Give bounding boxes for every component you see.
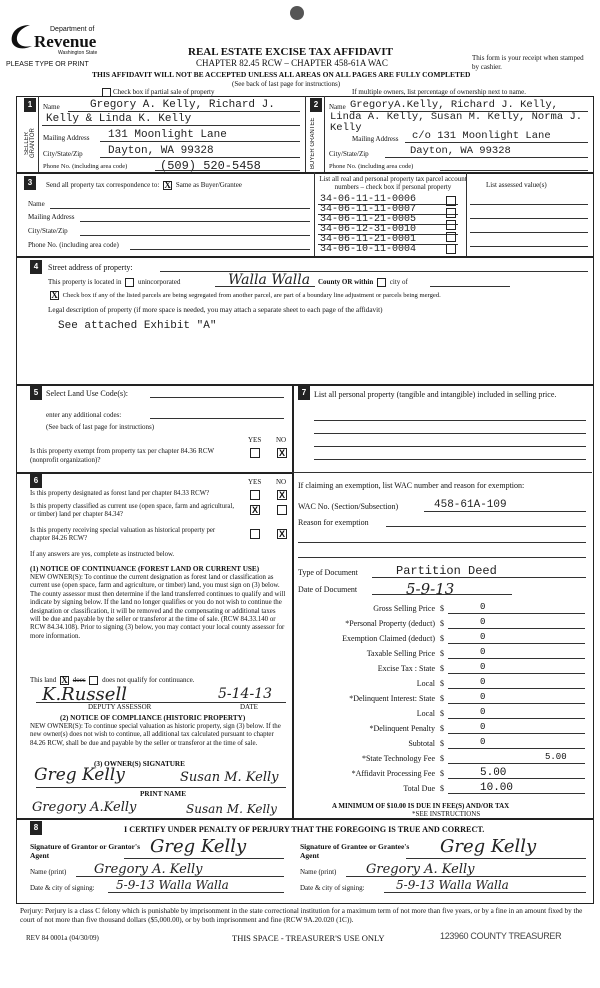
buyer-name-3: Kelly xyxy=(330,122,362,134)
s5-see-back: (See back of last page for instructions) xyxy=(46,423,155,431)
same-as-label: Same as Buyer/Grantee xyxy=(175,181,242,190)
buyer-name-1: GregoryA.Kelly, Richard J. Kelly, xyxy=(350,99,558,111)
section-7-number: 7 xyxy=(298,386,310,400)
assessor-signature: K.Russell xyxy=(42,684,127,705)
treasurer-space: THIS SPACE - TREASURER'S USE ONLY xyxy=(232,933,385,943)
fee-value: 0 xyxy=(480,632,486,642)
assessor-date: 5-14-13 xyxy=(218,686,272,702)
seller-side-label: SELLER GRANTOR xyxy=(24,128,36,158)
grantor-name: Gregory A. Kelly xyxy=(94,862,203,877)
fee-row: Subtotal $ 0 xyxy=(300,739,590,753)
multiple-owners: If multiple owners, list percentage of ownership next to name. xyxy=(352,88,526,96)
does-checkbox[interactable]: X xyxy=(61,675,68,685)
form-title: REAL ESTATE EXCISE TAX AFFIDAVIT xyxy=(188,46,393,58)
segregated-line xyxy=(48,291,441,300)
seller-addr-label: Mailing Address xyxy=(43,134,90,142)
parcel-header: List all real and personal property tax parcel account numbers – check box if personal property xyxy=(319,175,467,191)
s6-no: NO xyxy=(276,478,287,486)
buyer-city-label: City/State/Zip xyxy=(329,150,369,158)
county-value: Walla Walla xyxy=(228,272,311,288)
q2-yes-checkbox[interactable]: X xyxy=(251,505,258,515)
doc-type-value: Partition Deed xyxy=(396,564,497,578)
owner-sig-label: (3) OWNER(S) SIGNATURE xyxy=(94,760,185,768)
dept-line1: Department of xyxy=(50,26,95,33)
grantor-date: 5-9-13 Walla Walla xyxy=(116,878,229,892)
owner-signature-2: Susan M. Kelly xyxy=(180,770,279,785)
exempt-no-checkbox[interactable]: X xyxy=(278,448,285,458)
unincorporated-label: unincorporated xyxy=(137,278,181,287)
fee-label: Local xyxy=(416,709,435,718)
partial-sale-label: Check box if partial sale of property xyxy=(113,88,215,97)
receipt-note: This form is your receipt when stamped by cashier. xyxy=(472,54,584,71)
fee-row: Total Due $ 10.00 xyxy=(300,784,590,798)
s3-name-label: Name xyxy=(28,200,45,208)
certify-line: I CERTIFY UNDER PENALTY OF PERJURY THAT THE FOREGOING IS TRUE AND CORRECT. xyxy=(124,825,485,834)
fee-value: 10.00 xyxy=(480,782,514,794)
notice1-body: NEW OWNER(S): To continue the current designation as forest land or classification as current use (open space, farm and agriculture, or timber) land, you must sign on (3) below. The county assessor must then determine if the land transferred continues to qualify and will indicate by signing below. If the land no longer qualifies or you do not wish to continue the designation or classification, it will be removed and the compensating or additional taxes will be due and payable by the seller or transferor at the time of sale. (RCW 84.33.140 or RCW 84.34.108). Prior to signing (3) below, you may contact your local county assessor for more information. xyxy=(30,574,286,640)
seller-phone: (509) 520-5458 xyxy=(160,159,261,173)
buyer-city: Dayton, WA 99328 xyxy=(410,145,511,157)
q3-yes-checkbox[interactable] xyxy=(250,529,260,539)
section-4-number: 4 xyxy=(30,260,42,274)
does-not-label: does not xyxy=(102,676,126,685)
claiming-label: If claiming an exemption, list WAC number and reason for exemption: xyxy=(298,481,525,490)
personal-property-checkbox[interactable] xyxy=(446,196,456,206)
dept-line3: Washington State xyxy=(58,50,98,56)
fee-row: *Delinquent Penalty $ 0 xyxy=(300,724,590,738)
fee-value: 0 xyxy=(480,602,486,612)
exempt-yes-checkbox[interactable] xyxy=(250,448,260,458)
grantor-date-label: Date & city of signing: xyxy=(30,884,95,892)
s5-no: NO xyxy=(276,436,287,444)
please-type: PLEASE TYPE OR PRINT xyxy=(6,61,89,68)
buyer-phone-label: Phone No. (including area code) xyxy=(329,163,414,170)
personal-property-checkbox[interactable] xyxy=(446,220,456,230)
personal-property-checkbox[interactable] xyxy=(446,208,456,218)
personal-property-checkbox[interactable] xyxy=(446,232,456,242)
see-instructions: *SEE INSTRUCTIONS xyxy=(412,810,481,818)
s3-phone-label: Phone No. (including area code) xyxy=(28,241,119,249)
fee-row: Taxable Selling Price $ 0 xyxy=(300,649,590,663)
fee-label: *Delinquent Penalty xyxy=(369,724,435,733)
parcel-number: 34-06-11-11-0006 xyxy=(320,194,417,205)
parcel-number: 34-06-11-21-0001 xyxy=(320,234,417,245)
notice2-title: (2) NOTICE OF COMPLIANCE (HISTORIC PROPERTY) xyxy=(60,714,246,722)
fee-value: 0 xyxy=(480,737,486,747)
q1-yes-checkbox[interactable] xyxy=(250,490,260,500)
fee-row: Excise Tax : State $ 0 xyxy=(300,664,590,678)
date-label: DATE xyxy=(240,703,258,711)
fee-label: Local xyxy=(416,679,435,688)
buyer-name-label: Name xyxy=(329,103,346,111)
rev-number: REV 84 0001a (04/30/09) xyxy=(26,934,99,942)
seller-name-2: Kelly & Linda K. Kelly xyxy=(46,113,192,125)
minimum-note: A MINIMUM OF $10.00 IS DUE IN FEE(S) AND/OR TAX xyxy=(332,802,510,810)
grantor-signature: Greg Kelly xyxy=(150,836,247,857)
q1-no-checkbox[interactable]: X xyxy=(278,490,285,500)
wac-label: WAC No. (Section/Subsection) xyxy=(298,502,399,511)
fee-label: *Personal Property (deduct) xyxy=(345,619,435,628)
print-name-2: Susan M. Kelly xyxy=(186,802,277,816)
same-as-checkbox[interactable]: X xyxy=(164,180,171,190)
notice1-title: (1) NOTICE OF CONTINUANCE (FOREST LAND OR CURRENT USE) xyxy=(30,565,260,573)
seller-name-1: Gregory A. Kelly, Richard J. xyxy=(90,99,275,111)
street-label: Street address of property: xyxy=(48,263,133,272)
located-line xyxy=(48,278,180,287)
buyer-name-2: Linda A. Kelly, Susan M. Kelly, Norma J. xyxy=(330,111,583,123)
fee-row: *Affidavit Processing Fee $ 5.00 xyxy=(300,769,590,783)
segregated-checkbox[interactable]: X xyxy=(51,290,58,300)
q2-current-use: Is this property classified as current use (open space, farm and agricultural, or timber) land per chapter 84.34? xyxy=(30,503,235,518)
q3-historic: Is this property receiving special valuation as historical property per chapter 84.26 RCW? xyxy=(30,527,216,542)
fee-label: Excise Tax : State xyxy=(377,664,435,673)
send-correspondence xyxy=(46,181,242,190)
exempt-question: Is this property exempt from property tax per chapter 84.36 RCW (nonprofit organization)? xyxy=(30,447,214,464)
fee-row: Local $ 0 xyxy=(300,709,590,723)
fee-value: 0 xyxy=(480,707,486,717)
fee-value: 0 xyxy=(480,722,486,732)
section-6-number: 6 xyxy=(30,474,42,488)
parcel-number: 34-06-11-11-0007 xyxy=(320,204,417,215)
buyer-side-label: BUYER GRANTEE xyxy=(310,117,316,169)
seller-phone-label: Phone No. (including area code) xyxy=(43,163,128,170)
assessed-header: List assessed value(s) xyxy=(486,181,547,189)
legal-value: See attached Exhibit "A" xyxy=(58,320,217,332)
fee-label: *Affidavit Processing Fee xyxy=(351,769,435,778)
located-label: This property is located in xyxy=(48,278,122,287)
doc-type-label: Type of Document xyxy=(298,568,358,577)
fee-value: 0 xyxy=(480,662,486,672)
treasurer-stamp: 123960 COUNTY TREASURER xyxy=(440,931,562,941)
this-land-label: This land xyxy=(30,676,57,685)
legal-label: Legal description of property (if more space is needed, you may attach a separate sheet to each page of the affidavit) xyxy=(48,306,383,314)
fee-row: Local $ 0 xyxy=(300,679,590,693)
fee-row: Gross Selling Price $ 0 xyxy=(300,604,590,618)
land-use-label: Select Land Use Code(s): xyxy=(46,389,128,398)
county-or-label: County OR within xyxy=(318,278,374,287)
grantee-sig-label: Signature of Grantee or Grantee's Agent xyxy=(300,842,410,860)
parcel-number: 34-06-11-21-0005 xyxy=(320,214,417,225)
seller-addr: 131 Moonlight Lane xyxy=(108,129,227,141)
fee-label: Gross Selling Price xyxy=(373,604,435,613)
fee-value: 0 xyxy=(480,677,486,687)
s3-city-label: City/State/Zip xyxy=(28,227,68,235)
fee-value: 0 xyxy=(480,647,486,657)
parcel-number: 34-06-12-31-0010 xyxy=(320,224,417,235)
fee-label: Total Due xyxy=(403,784,435,793)
fee-label: *Delinquent Interest: State xyxy=(349,694,435,703)
city-of-checkbox[interactable] xyxy=(377,278,386,287)
fee-label: Exemption Claimed (deduct) xyxy=(342,634,435,643)
q3-no-checkbox[interactable]: X xyxy=(278,529,285,539)
q1-forest: Is this property designated as forest land per chapter 84.33 RCW? xyxy=(30,490,210,497)
s3-addr-label: Mailing Address xyxy=(28,213,75,221)
fee-label: Subtotal xyxy=(408,739,435,748)
grantor-sig-label: Signature of Grantor or Grantor's Agent xyxy=(30,842,140,860)
additional-codes-label: enter any additional codes: xyxy=(46,411,122,419)
notice2-body: NEW OWNER(S): To continue special valuation as historic property, sign (3) below. If the new owner(s) does not wish to continue, all additional tax calculated pursuant to chapter 84.26 RCW, shall be due and payable by the seller or transferor at the time of sale. xyxy=(30,723,281,747)
section-1-number: 1 xyxy=(24,98,36,112)
city-of-label: city of xyxy=(389,278,408,287)
section-2-number: 2 xyxy=(310,98,322,112)
seller-city: Dayton, WA 99328 xyxy=(108,145,214,157)
grantor-name-label: Name (print) xyxy=(30,868,67,876)
buyer-addr: c/o 131 Moonlight Lane xyxy=(412,130,551,142)
section-5-number: 5 xyxy=(30,386,42,400)
grantee-date-label: Date & city of signing: xyxy=(300,884,365,892)
wac-value: 458-61A-109 xyxy=(434,499,507,511)
fee-row: *State Technology Fee $ 5.00 xyxy=(300,754,590,768)
reason-label: Reason for exemption xyxy=(298,518,369,527)
owner-signature-1: Greg Kelly xyxy=(34,765,125,785)
print-name-1: Gregory A.Kelly xyxy=(32,800,137,815)
segregated-label: Check box if any of the listed parcels are being segregated from another parcel, are part of a boundary line adjustment or parcels being merged. xyxy=(62,292,441,300)
warning-line: THIS AFFIDAVIT WILL NOT BE ACCEPTED UNLESS ALL AREAS ON ALL PAGES ARE FULLY COMPLETED xyxy=(92,70,471,79)
fee-row: Exemption Claimed (deduct) $ 0 xyxy=(300,634,590,648)
perjury-note: Perjury: Perjury is a class C felony which is punishable by imprisonment in the state correctional institution for a maximum term of not more than five years, or by a fine in an amount fixed by the court of not more than five thousand dollars ($5,000.00), or by both imprisonment and fine (RCW 9A.20.020 (1C)). xyxy=(20,907,583,924)
fee-label: Taxable Selling Price xyxy=(366,649,435,658)
section-8-number: 8 xyxy=(30,821,42,835)
personal-property-label: List all personal property (tangible and intangible) included in selling price. xyxy=(314,390,557,399)
county-or xyxy=(318,278,408,287)
fee-value: 5.00 xyxy=(545,752,567,762)
punch-hole xyxy=(290,6,304,20)
dept-line2: Revenue xyxy=(34,32,97,51)
see-back: (See back of last page for instructions) xyxy=(232,80,341,88)
buyer-addr-label: Mailing Address xyxy=(352,135,399,143)
deputy-label: DEPUTY ASSESSOR xyxy=(88,703,152,711)
grantee-signature: Greg Kelly xyxy=(440,836,537,857)
dor-logo xyxy=(8,14,108,58)
fee-value: 0 xyxy=(480,692,486,702)
s5-yes: YES xyxy=(248,436,262,444)
send-correspondence-label: Send all property tax correspondence to: xyxy=(46,181,160,190)
grantee-name: Gregory A. Kelly xyxy=(366,862,475,877)
doc-date-value: 5-9-13 xyxy=(406,580,455,598)
grantee-date: 5-9-13 Walla Walla xyxy=(396,878,509,892)
qualify-label: qualify for continuance. xyxy=(127,676,195,685)
does-label: does xyxy=(72,676,86,685)
fee-value: 5.00 xyxy=(480,767,507,779)
form-subtitle: CHAPTER 82.45 RCW – CHAPTER 458-61A WAC xyxy=(196,58,388,68)
seller-name-label: Name xyxy=(43,103,60,111)
personal-property-checkbox[interactable] xyxy=(446,244,456,254)
s6-yes: YES xyxy=(248,478,262,486)
fee-row: *Personal Property (deduct) $ 0 xyxy=(300,619,590,633)
fee-row: *Delinquent Interest: State $ 0 xyxy=(300,694,590,708)
parcel-number: 34-06-10-11-0004 xyxy=(320,244,417,255)
grantee-name-label: Name (print) xyxy=(300,868,337,876)
unincorporated-checkbox[interactable] xyxy=(125,278,134,287)
q2-no-checkbox[interactable] xyxy=(277,505,287,515)
seller-city-label: City/State/Zip xyxy=(43,150,83,158)
doc-date-label: Date of Document xyxy=(298,585,358,594)
section-3-number: 3 xyxy=(24,176,36,190)
if-yes: If any answers are yes, complete as instructed below. xyxy=(30,551,175,558)
fee-value: 0 xyxy=(480,617,486,627)
print-name-label: PRINT NAME xyxy=(140,790,186,798)
fee-label: *State Technology Fee xyxy=(361,754,435,763)
